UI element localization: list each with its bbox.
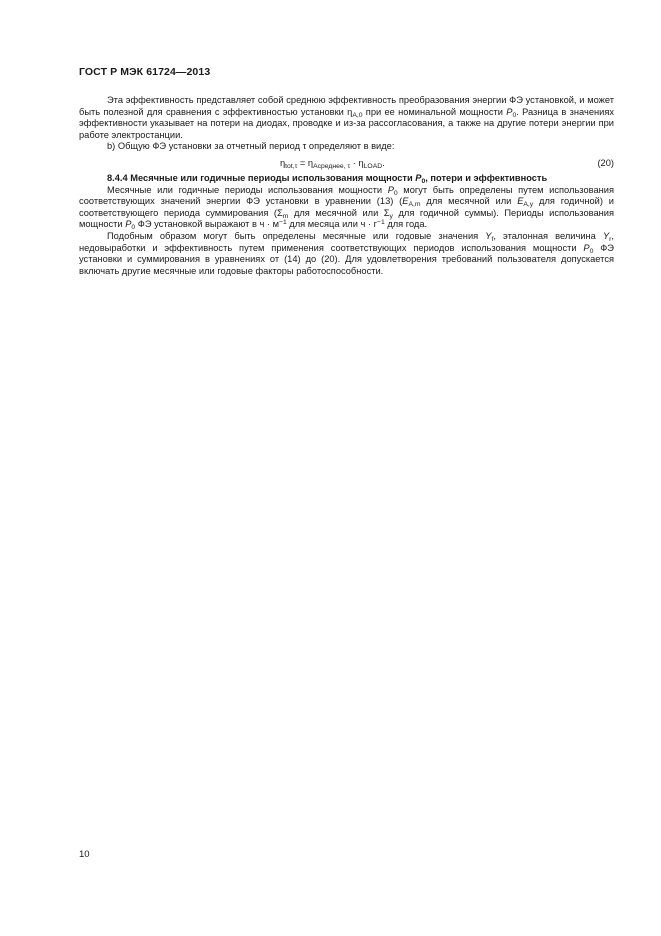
formula-number: (20) — [597, 157, 614, 168]
paragraph-efficiency: Эта эффективность представляет собой среднюю эффективность преобразования энергии ФЭ установкой, и может быть полезной для сравнения с эффективностью установки $\eta_{A,0}$ при ее номинальной мощности $P_0$. Разница в значениях эффективности указывает на потери на диодах, проводке и из-за рассогласования, а также на другие потери энергии при работе электростанции. — [79, 95, 615, 140]
paragraph-periods: Месячные или годичные периоды использования мощности $P_0$ могут быть определены путем использования соответствующих значений энергии ФЭ установки в уравнении (13) ($E_{A,m}$ для месячной или $E_{A,y}$ для годичной) и соответствующего периода суммирования ($\Sigma_m$ для месячной или $\Sigma_y$ для годичной суммы). Периоды использования мощности $P_0$ ФЭ установкой выражают в $ч \cdot м^{-1}$ для месяца или $ч \cdot г^{-1}$ для года. — [79, 184, 614, 232]
document-header: ГОСТ Р МЭК 61724—2013 — [79, 66, 211, 78]
section-heading-8-4-4: 8.4.4 Месячные или годичные периоды использования мощности $P_0$, потери и эффективность — [107, 172, 548, 185]
paragraph-item-b: b) Общую ФЭ установки за отчетный период τ определяют в виде: — [107, 141, 395, 152]
eta-symbol: η — [347, 106, 353, 117]
document-body — [79, 95, 614, 277]
formula-expression: $\eta_{tot,\tau} = \eta_{Aсреднее, \tau} \cdot \eta_{LOAD}$. — [280, 157, 385, 170]
paragraph-similar: Подобным образом могут быть определены месячные или годовые значения $Y_f$, эталонная величина $Y_r$, недовыработки и эффективность путем применения соответствующих периодов использования мощности $P_0$ ФЭ установки и суммирования в уравнениях от (14) до (20). Для удовлетворения требований пользователя допускается включать другие месячные или годовые факторы работоспособности. — [79, 230, 614, 276]
page-number: 10 — [79, 849, 90, 860]
formula-20 — [79, 155, 614, 171]
